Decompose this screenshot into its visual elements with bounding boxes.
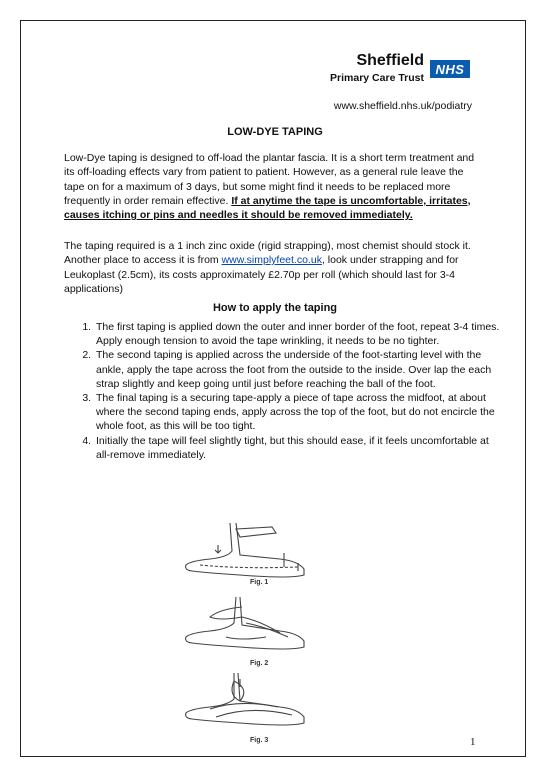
header-url[interactable]: www.sheffield.nhs.uk/podiatry <box>333 100 472 112</box>
intro-text: Low-Dye taping is designed to off-load the plantar fascia. It is a short term treatment and its off-loading effects vary from patient to patient. However, as a general rule leave the tape on for a maximum of 3 days, but some might find it needs to be replaced more frequently in order remain effective. <box>64 152 475 207</box>
step-item: 1. The first taping is applied down the outer and inner border of the foot, repeat 3-4 times. Apply enough tension to avoid the tape wrinkling, it needs to be no tighter. <box>94 320 504 348</box>
steps-list <box>74 320 504 462</box>
intro-warning: If at anytime the tape is uncomfortable, irritates, causes itching or pins and needles it should be removed immediately. <box>64 194 471 222</box>
intro-paragraph <box>64 151 484 222</box>
figure-2-foot-icon <box>186 597 304 649</box>
document-title: LOW-DYE TAPING <box>227 126 323 138</box>
figure-2-caption: Fig. 2 <box>250 660 269 667</box>
figure-1-caption: Fig. 1 <box>250 579 269 586</box>
supplies-text-before: The taping required is a 1 inch zinc oxide (rigid strapping), most chemist should stock it. Another place to access it is from <box>64 240 471 267</box>
step-item: 3. The final taping is a securing tape-apply a piece of tape across the midfoot, at about where the second taping ends, apply across the top of the foot, but do not encircle the whole foot, as this will be too tight. <box>94 391 504 434</box>
supplies-text-after: , look under strapping and for Leukoplast (2.5cm), its costs approximately £2.70p per roll (which should last for 3-4 applications) <box>64 254 459 295</box>
supplies-paragraph <box>64 239 484 296</box>
org-subtitle: Primary Care Trust <box>330 72 424 84</box>
figure-3-foot-icon <box>186 673 304 725</box>
org-name: Sheffield <box>356 52 424 69</box>
taping-figures <box>180 515 310 745</box>
figure-3-caption: Fig. 3 <box>250 737 269 744</box>
nhs-logo: NHS <box>430 60 470 78</box>
section-title: How to apply the taping <box>212 302 338 314</box>
step-item: 4. Initially the tape will feel slightly tight, but this should ease, if it feels uncomfortable at all-remove immediately. <box>94 434 504 462</box>
foot-illustrations <box>180 515 310 745</box>
simplyfeet-link[interactable]: www.simplyfeet.co.uk <box>221 254 322 267</box>
figure-1-foot-icon <box>186 523 304 577</box>
page-number: 1 <box>470 736 476 748</box>
step-item: 2. The second taping is applied across the underside of the foot-starting level with the ankle, apply the tape across the foot from the outside to the inside. Over lap the each strap slightly and keep going until just before reaching the ball of the foot. <box>94 348 504 391</box>
